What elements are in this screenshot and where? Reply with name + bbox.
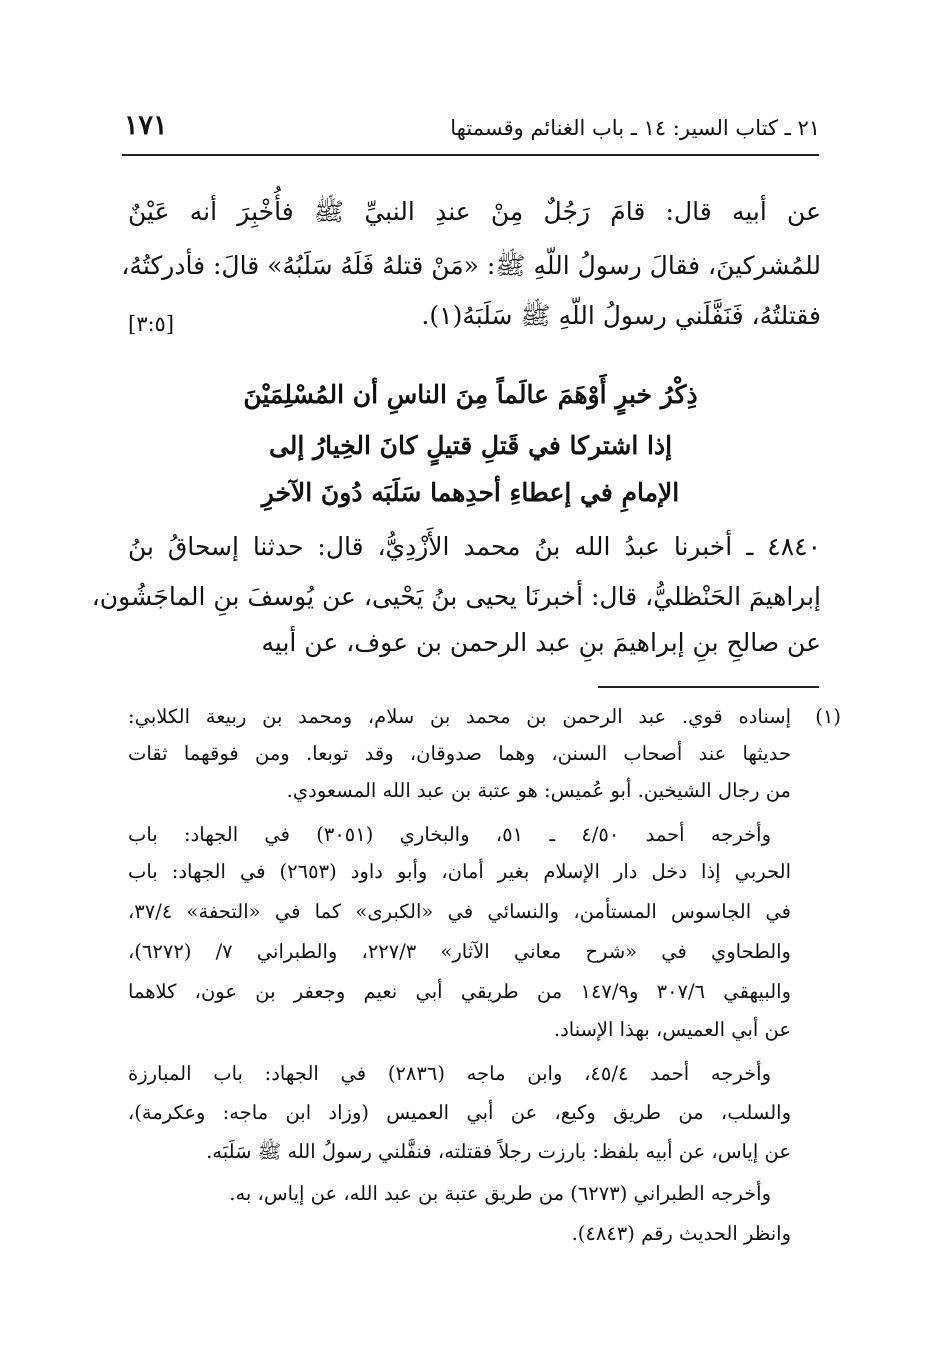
body-line-1: عن أبيه قال: قامَ رَجُلٌ مِنْ عندِ النبيِّ ﷺ فأُخْبِرَ أنه عَيْنٌ [128, 197, 821, 226]
reference-marker: [٣:٥] [128, 312, 175, 336]
footnote-line: والطحاوي في «شرح معاني الآثار» ٢٢٧/٣، والطبراني ٧/ (٦٢٧٢)، [128, 940, 791, 963]
footnote-line: إسناده قوي. عبد الرحمن بن محمد بن سلام، ومحمد بن ربيعة الكلابي: [128, 705, 791, 728]
footnote-line: وانظر الحديث رقم (٤٨٤٣). [571, 1222, 791, 1245]
footnote-line: وأخرجه أحمد ٤٥/٤، وابن ماجه (٢٨٣٦) في الجهاد: باب المبارزة [128, 1062, 772, 1085]
footnote-line: والبيهقي ٣٠٧/٦ و١٤٧/٩ من طريقي أبي نعيم وجعفر بن عون، كلاهما [128, 980, 791, 1003]
body-line-2: للمُشركينَ، فقالَ رسولُ اللّهِ ﷺ: «مَنْ قتلهُ فَلَهُ سَلَبُهُ» قالَ: فأدركتُهُ، [121, 251, 821, 280]
section-heading-line-1: ذِكْرُ خبرٍ أَوْهَمَ عالَماً مِنَ الناسِ أن المُسْلِمَيْنَ [243, 380, 698, 409]
header-title: ٢١ ـ كتاب السير: ١٤ ـ باب الغنائم وقسمتها [450, 116, 820, 140]
footnote-line: من رجال الشيخين. أبو عُميس: هو عتبة بن عبد الله المسعودي. [286, 779, 791, 802]
page-number: ١٧١ [124, 110, 168, 141]
footnote-number: (١) [815, 705, 841, 728]
header-divider [122, 154, 819, 156]
footnote-line: عن إياس، عن أبيه بلفظ: بارزت رجلاً فقتلته، فنفَّلني رسولُ الله ﷺ سَلَبَه. [206, 1140, 791, 1163]
footnote-line: عن أبي العميس، بهذا الإسناد. [553, 1018, 791, 1041]
footnote-line: حديثها عند أصحاب السنن، وهما صدوقان، وقد توبعا. ومن فوقهما ثقات [128, 742, 791, 765]
footnote-line: وأخرجه الطبراني (٦٢٧٣) من طريق عتبة بن عبد الله، عن إياس، به. [229, 1182, 771, 1205]
footnote-line: الحربي إذا دخل دار الإسلام بغير أمان، وأبو داود (٢٦٥٣) في الجهاد: باب [128, 860, 792, 883]
footnote-line: وأخرجه أحمد ٤/٥٠ ـ ٥١، والبخاري (٣٠٥١) في الجهاد: باب [128, 823, 771, 846]
hadith-line-2: إبراهيمَ الحَنْظليُّ، قال: أخبرنَا يحيى بنُ يَحْيى، عن يُوسفَ بنِ الماجَشُون، [91, 582, 821, 611]
footnote-line: في الجاسوس المستأمن، والنسائي في «الكبرى» كما في «التحفة» ٣٧/٤، [128, 900, 791, 923]
footnote-divider [598, 686, 819, 688]
running-header [120, 108, 820, 148]
section-heading-line-2: إذا اشتركا في قَتلِ قتيلٍ كانَ الخِيارُ إلى [268, 431, 673, 460]
hadith-line-3: عن صالحِ بنِ إبراهيمَ بنِ عبد الرحمن بن عوف، عن أبيه [261, 628, 821, 657]
footnote-line: والسلب، من طريق وكيع، عن أبي العميس (وزاد ابن ماجه: وعكرمة)، [128, 1101, 791, 1124]
body-line-3: فقتلتُهُ، فَنَفَّلَني رسولُ اللّهِ ﷺ سَلَبَهُ(١). [421, 301, 821, 330]
section-heading-line-3: الإمامِ في إعطاءِ أحدِهما سَلَبَه دُونَ الآخرِ [261, 478, 680, 507]
hadith-line-1: ٤٨٤٠ ـ أخبرنا عبدُ الله بنُ محمد الأَزْدِيُّ، قال: حدثنا إسحاقُ بنُ [128, 532, 821, 561]
